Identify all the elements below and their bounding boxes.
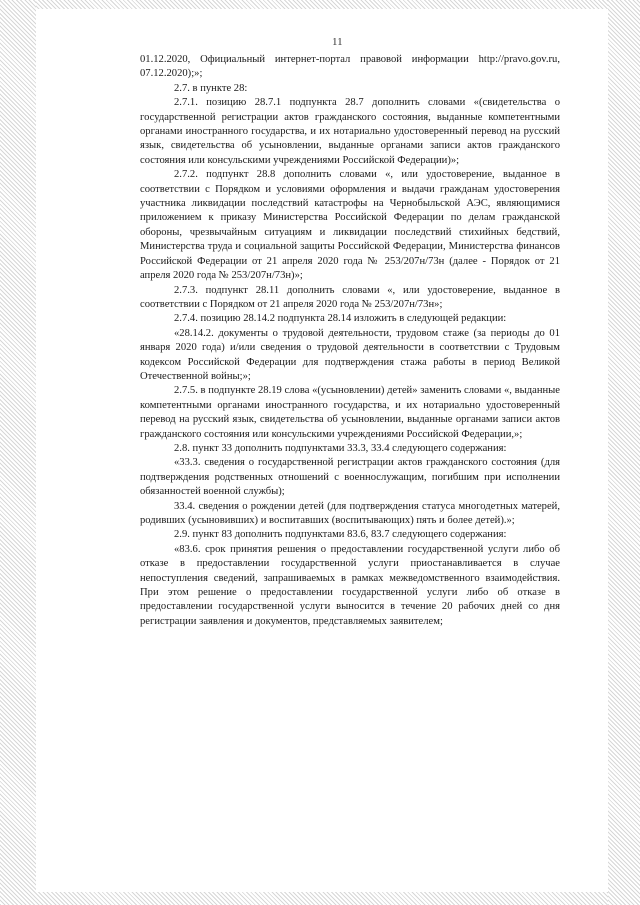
paragraph-2-7-3: 2.7.3. подпункт 28.11 дополнить словами «, или удостоверение, выданное в соответствии с Порядком от 21 апреля 2020 года № 253/207н/73н»; <box>140 284 560 310</box>
paragraph-2-7-1: 2.7.1. позицию 28.7.1 подпункта 28.7 дополнить словами «(свидетельства о государственной регистрации актов гражданского состояния, выданные компетентными органами иностранного государства, и их нотариально удостоверенный перевод на русский язык, свидетельства об усыновлении, выданные органами записи актов гражданского состояния или консульскими учреждениями Российской Федерации)»; <box>140 97 560 166</box>
paragraph-33-4: 33.4. сведения о рождении детей (для подтверждения статуса многодетных матерей, родивших (усыновивших) и воспитавших (воспитывающих) пять и более детей).»; <box>140 500 560 526</box>
paragraph-2-7-2: 2.7.2. подпункт 28.8 дополнить словами «, или удостоверение, выданное в соответствии с Порядком и условиями оформления и выдачи гражданам удостоверения участника ликвидации последствий катастрофы на Чернобыльской АЭС, являющимися приложением к приказу Министерства Российской Федерации по делам гражданской обороны, чрезвычайным ситуациям и ликвидации последствий стихийных бедствий, Министерства труда и социальной защиты Российской Федерации, Министерства финансов Российской Федерации от 21 апреля 2020 года № 253/207н/73н (далее - Порядок от 21 апреля 2020 года № 253/207н/73н)»; <box>140 169 560 282</box>
paragraph-2-7-4: 2.7.4. позицию 28.14.2 подпункта 28.14 изложить в следующей редакции: <box>174 313 507 325</box>
scan-border-bottom <box>0 892 640 905</box>
paragraph-2-9: 2.9. пункт 83 дополнить подпунктами 83.6, 83.7 следующего содержания: <box>174 529 507 541</box>
paragraph-28-14-2: «28.14.2. документы о трудовой деятельности, трудовом стаже (за периоды до 01 января 2020 года) и/или сведения о трудовой деятельности в соответствии с Трудовым кодексом Российской Федерации для подтверждения стажа работы в период Великой Отечественной войны;»; <box>140 327 560 382</box>
paragraph-continuation: 01.12.2020, Официальный интернет-портал правовой информации http://pravo.gov.ru, 07.12.2020);»; <box>140 54 560 80</box>
scan-border-top <box>0 0 640 9</box>
scan-border-left <box>0 0 36 905</box>
scan-border-right <box>608 0 640 905</box>
page-number: 11 <box>332 36 343 48</box>
paragraph-2-7-5: 2.7.5. в подпункте 28.19 слова «(усыновлении) детей» заменить словами «, выданные компетентными органами иностранного государства, и их нотариально удостоверенный перевод на русский язык, свидетельства об усыновлении, выданные органами записи актов гражданского состояния или консульскими учреждениями Российской Федерации,»; <box>140 385 560 440</box>
paragraph-33-3: «33.3. сведения о государственной регистрации актов гражданского состояния (для подтверждения родственных отношений с военнослужащим, погибшим при исполнении обязанностей военной службы); <box>140 457 560 498</box>
document-body <box>140 53 560 629</box>
paragraph-2-8: 2.8. пункт 33 дополнить подпунктами 33.3, 33.4 следующего содержания: <box>174 442 507 454</box>
paragraph-83-6: «83.6. срок принятия решения о предоставлении государственной услуги либо об отказе в предоставлении государственной услуги приостанавливается в случае непоступления сведений, запрашиваемых в рамках межведомственного взаимодействия. При этом решение о предоставлении государственной услуги либо об отказе в предоставлении государственной услуги выносится в течение 20 рабочих дней со дня регистрации заявления и документов, представляемых заявителем; <box>140 543 560 627</box>
paragraph-2-7: 2.7. в пункте 28: <box>174 82 248 94</box>
